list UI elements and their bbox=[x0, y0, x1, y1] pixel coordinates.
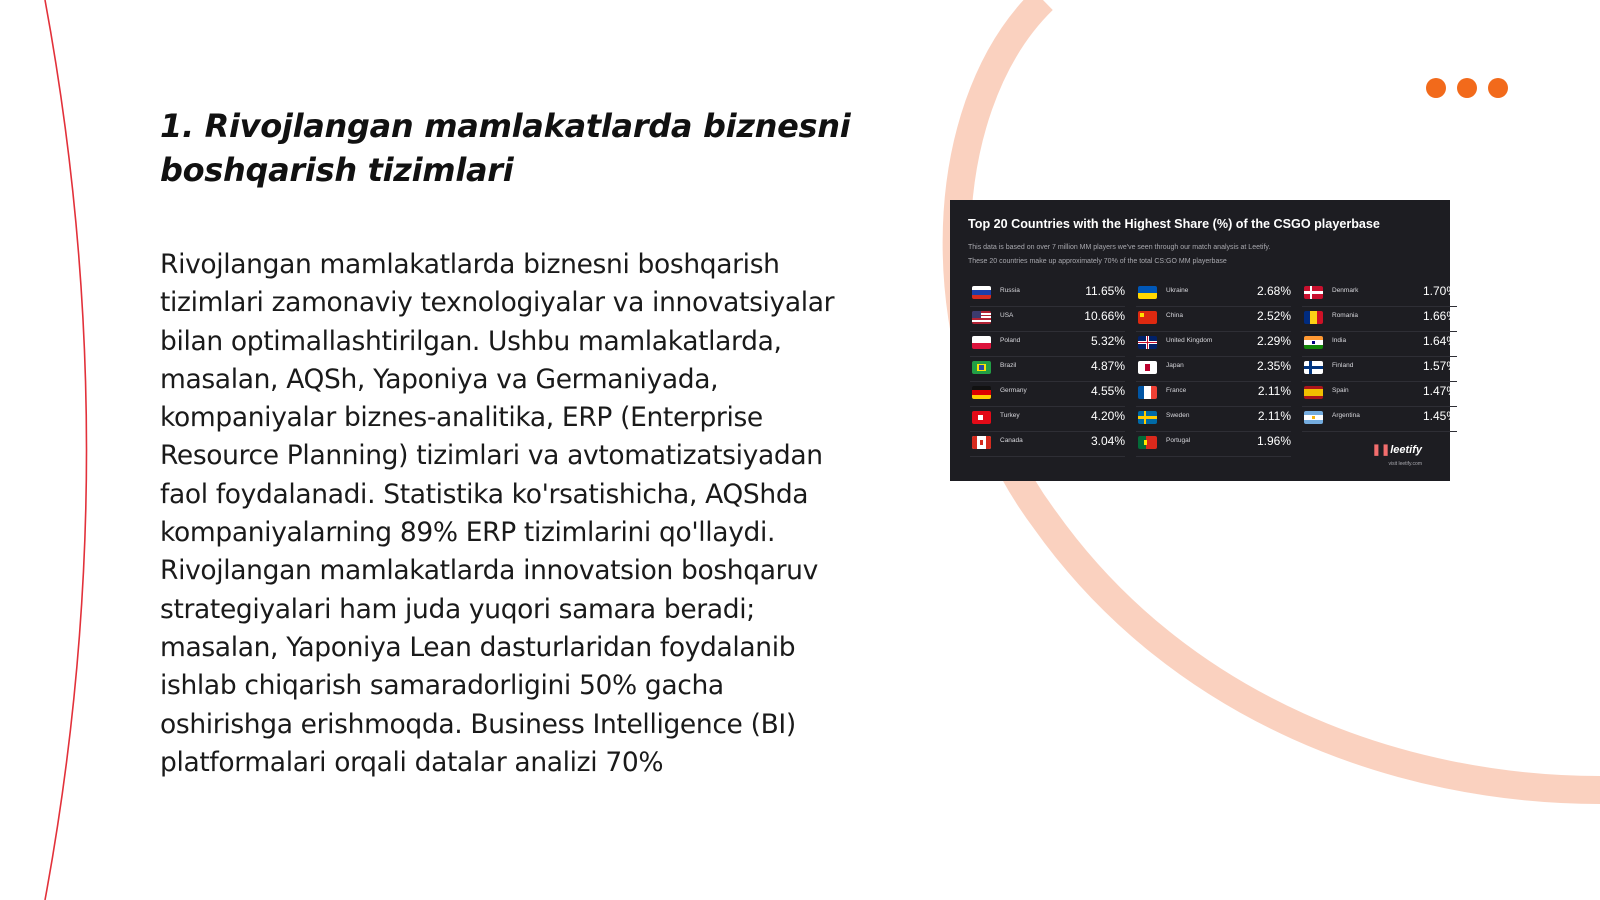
country-name: Poland bbox=[1000, 337, 1021, 344]
country-row bbox=[1302, 384, 1457, 409]
country-name: Denmark bbox=[1332, 287, 1359, 294]
country-name: France bbox=[1166, 387, 1187, 394]
country-row bbox=[970, 434, 1125, 459]
country-column bbox=[970, 284, 1125, 459]
flag-icon bbox=[1138, 411, 1157, 424]
country-name: Portugal bbox=[1166, 437, 1191, 444]
country-column bbox=[1136, 284, 1291, 459]
flag-icon bbox=[1138, 286, 1157, 299]
country-share: 1.66% bbox=[1422, 309, 1457, 323]
country-row bbox=[1302, 409, 1457, 434]
flag-icon bbox=[972, 286, 991, 299]
flag-icon bbox=[1304, 411, 1323, 424]
country-name: USA bbox=[1000, 312, 1014, 319]
flag-icon bbox=[972, 411, 991, 424]
country-column bbox=[1302, 284, 1457, 434]
country-share: 10.66% bbox=[1084, 309, 1125, 323]
slide-body-text: Rivojlangan mamlakatlarda biznesni boshqarish tizimlari zamonaviy texnologiyalar va innovatsiyalar bilan optimallashtirilgan. Ushbu mamlakatlarda, masalan, AQSh, Yaponiya va Germaniyada, kompaniyalar biznes-analitika, ERP (Enterprise Resource Planning) tizimlari va avtomatizatsiyadan faol foydalanadi. Statistika ko'rsatishicha, AQShda kompaniyalarning 89% ERP tizimlarini qo'llaydi. Rivojlangan mamlakatlarda innovatsion boshqaruv strategiyalari ham juda yuqori samara beradi; masalan, Yaponiya Lean dasturlaridan foydalanib ishlab chiqarish samaradorligini 50% gacha oshirishga erishmoqda. Business Intelligence (BI) platformalari orqali datalar analizi 70% bbox=[160, 249, 835, 778]
country-share: 4.55% bbox=[1090, 384, 1125, 398]
country-name: Romania bbox=[1332, 312, 1359, 319]
decorative-curve-line bbox=[45, 0, 87, 900]
country-share: 2.29% bbox=[1256, 334, 1291, 348]
decorative-dots bbox=[1426, 78, 1508, 98]
country-share: 2.52% bbox=[1256, 309, 1291, 323]
dot-icon bbox=[1426, 78, 1446, 98]
country-name: Canada bbox=[1000, 437, 1023, 444]
country-share: 2.11% bbox=[1257, 384, 1291, 398]
stats-note-line1: This data is based on over 7 million MM players we've seen through our match analysis at Leetify. bbox=[968, 244, 1271, 251]
country-row bbox=[1136, 434, 1291, 459]
flag-icon bbox=[972, 361, 991, 374]
country-share: 1.57% bbox=[1422, 359, 1457, 373]
country-name: Argentina bbox=[1332, 412, 1360, 419]
flag-icon bbox=[1304, 386, 1323, 399]
flag-icon bbox=[1304, 361, 1323, 374]
country-share: 1.45% bbox=[1422, 409, 1457, 423]
flag-icon bbox=[1138, 361, 1157, 374]
country-row bbox=[970, 359, 1125, 384]
stats-title: Top 20 Countries with the Highest Share (%) of the CSGO playerbase bbox=[968, 217, 1380, 231]
country-share: 2.68% bbox=[1256, 284, 1291, 298]
flag-icon bbox=[1304, 336, 1323, 349]
country-share: 1.64% bbox=[1422, 334, 1457, 348]
brand-name: leetify bbox=[1390, 444, 1422, 456]
country-name: Russia bbox=[1000, 287, 1020, 294]
slide-title: 1. Rivojlangan mamlakatlarda biznesni boshqarish tizimlari bbox=[160, 107, 851, 189]
country-row bbox=[1136, 284, 1291, 309]
country-share: 1.70% bbox=[1422, 284, 1457, 298]
stats-note-line2: These 20 countries make up approximately 70% of the total CS:GO MM playerbase bbox=[968, 258, 1227, 265]
country-row bbox=[1302, 334, 1457, 359]
country-row bbox=[970, 309, 1125, 334]
country-share: 2.35% bbox=[1256, 359, 1291, 373]
country-name: Finland bbox=[1332, 362, 1354, 369]
country-name: Spain bbox=[1332, 387, 1349, 394]
flag-icon bbox=[1138, 386, 1157, 399]
flag-icon bbox=[1304, 286, 1323, 299]
country-row bbox=[1136, 309, 1291, 334]
country-row bbox=[1136, 359, 1291, 384]
country-name: United Kingdom bbox=[1166, 337, 1213, 344]
country-share: 1.47% bbox=[1422, 384, 1457, 398]
country-share: 3.04% bbox=[1090, 434, 1125, 448]
country-row bbox=[970, 334, 1125, 359]
leetify-logo-icon: ❚❚leetify bbox=[1371, 444, 1422, 456]
country-name: China bbox=[1166, 312, 1183, 319]
country-name: Brazil bbox=[1000, 362, 1017, 369]
country-share: 1.96% bbox=[1256, 434, 1291, 448]
country-name: Germany bbox=[1000, 387, 1027, 394]
country-row bbox=[1136, 384, 1291, 409]
flag-icon bbox=[972, 311, 991, 324]
country-row bbox=[1136, 334, 1291, 359]
dot-icon bbox=[1488, 78, 1508, 98]
stats-image bbox=[950, 200, 1457, 481]
country-share: 4.20% bbox=[1090, 409, 1125, 423]
country-name: Ukraine bbox=[1166, 287, 1189, 294]
brand-sub: visit leetify.com bbox=[1388, 461, 1422, 467]
dot-icon bbox=[1457, 78, 1477, 98]
flag-icon bbox=[1138, 336, 1157, 349]
country-row bbox=[970, 284, 1125, 309]
country-row bbox=[1302, 284, 1457, 309]
flag-icon bbox=[1138, 311, 1157, 324]
country-share: 5.32% bbox=[1090, 334, 1125, 348]
country-share: 4.87% bbox=[1090, 359, 1125, 373]
flag-icon bbox=[1138, 436, 1157, 449]
flag-icon bbox=[1304, 311, 1323, 324]
country-share: 2.11% bbox=[1257, 409, 1291, 423]
country-name: Turkey bbox=[1000, 412, 1020, 419]
country-name: Japan bbox=[1166, 362, 1184, 369]
flag-icon bbox=[972, 386, 991, 399]
country-name: Sweden bbox=[1166, 412, 1190, 419]
country-row bbox=[970, 384, 1125, 409]
country-name: India bbox=[1332, 337, 1347, 344]
country-row bbox=[1302, 309, 1457, 334]
country-row bbox=[1302, 359, 1457, 384]
flag-icon bbox=[972, 336, 991, 349]
country-row bbox=[970, 409, 1125, 434]
country-row bbox=[1136, 409, 1291, 434]
country-share: 11.65% bbox=[1085, 284, 1125, 298]
flag-icon bbox=[972, 436, 991, 449]
